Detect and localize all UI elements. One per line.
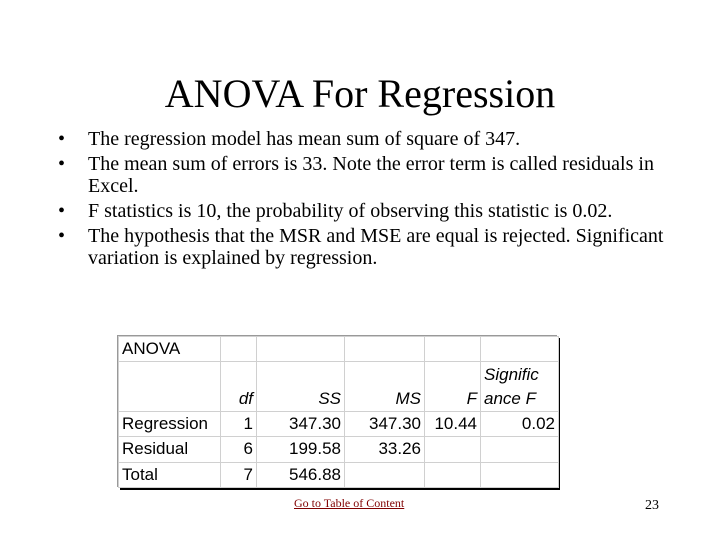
header-significance-f: Signific ance F (481, 362, 559, 412)
bullet-icon: • (58, 225, 66, 247)
header-df: df (221, 387, 257, 412)
cell-ms: 347.30 (345, 411, 425, 436)
bullet-icon: • (58, 128, 66, 150)
cell-df: 1 (221, 411, 257, 436)
bullet-list (56, 128, 676, 272)
bullet-icon: • (58, 153, 66, 175)
table-of-content-link[interactable]: Go to Table of Content (294, 496, 405, 510)
slide-title: ANOVA For Regression (164, 71, 556, 116)
cell-ss: 546.88 (257, 462, 345, 487)
header-ms: MS (345, 387, 425, 412)
cell-f: 10.44 (425, 411, 481, 436)
cell-ms (345, 462, 425, 487)
cell-significance-f (481, 462, 559, 487)
cell-ss: 347.30 (257, 411, 345, 436)
row-label: Residual (119, 437, 221, 462)
row-label: Total (119, 462, 221, 487)
cell-f (425, 462, 481, 487)
bullet-item: • The mean sum of errors is 33. Note the error term is called residuals in Excel. (58, 153, 654, 197)
bullet-item: • The regression model has mean sum of square of 347. (58, 128, 521, 150)
table-title-row (119, 337, 559, 362)
bullet-item: • The hypothesis that the MSR and MSE are equal is rejected. Significant variation is explained by regression. (58, 225, 664, 269)
anova-table (118, 336, 559, 488)
cell-f (425, 437, 481, 462)
cell-ms: 33.26 (345, 437, 425, 462)
table-row (119, 411, 559, 436)
header-ss: SS (257, 387, 345, 412)
bullet-item: • F statistics is 10, the probability of observing this statistic is 0.02. (58, 200, 613, 222)
table-title: ANOVA (119, 337, 221, 362)
table-row (119, 462, 559, 487)
bullet-icon: • (58, 200, 66, 222)
page-number: 23 (645, 498, 659, 513)
anova-table-image (118, 336, 558, 488)
cell-ss: 199.58 (257, 437, 345, 462)
table-row (119, 437, 559, 462)
cell-significance-f (481, 437, 559, 462)
cell-significance-f: 0.02 (481, 411, 559, 436)
header-f: F (425, 387, 481, 412)
row-label: Regression (119, 411, 221, 436)
cell-df: 7 (221, 462, 257, 487)
cell-df: 6 (221, 437, 257, 462)
header-blank (119, 387, 221, 412)
